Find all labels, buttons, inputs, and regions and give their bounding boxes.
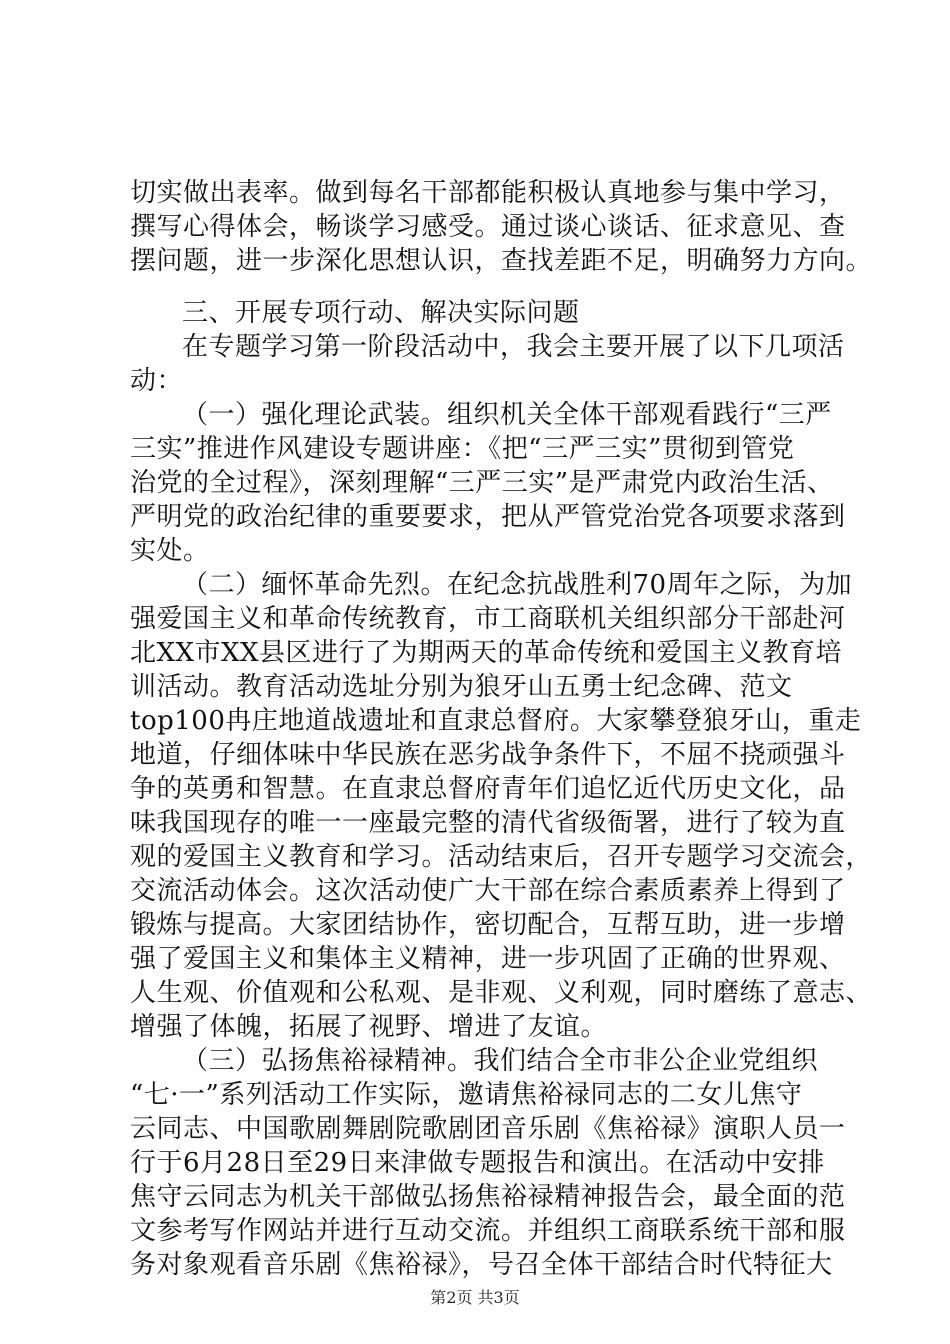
body-line-13: 强爱国主义和革命传统教育，市工商联机关组织部分干部赴河 <box>130 604 846 634</box>
body-line-16: top100冉庄地道战遗址和直隶总督府。大家攀登狼牙山，重走 <box>130 706 862 736</box>
body-line-3: 摆问题，进一步深化思想认识，查找差距不足，明确努力方向。 <box>130 246 873 276</box>
body-line-30: 焦守云同志为机关干部做弘扬焦裕禄精神报告会，最全面的范 <box>130 1182 846 1212</box>
body-line-20: 观的爱国主义教育和学习。活动结束后，召开专题学习交流会， <box>130 842 873 872</box>
body-line-6: 动： <box>130 366 184 396</box>
body-line-12: （二）缅怀革命先烈。在纪念抗战胜利70周年之际，为加 <box>182 570 853 600</box>
body-line-24: 人生观、价值观和公私观、是非观、义利观，同时磨练了意志、 <box>130 978 873 1008</box>
page-footer: 第2页 共3页 <box>430 1288 520 1307</box>
body-line-21: 交流活动体会。这次活动使广大干部在综合素质素养上得到了 <box>130 876 846 906</box>
body-line-11: 实处。 <box>130 536 210 566</box>
body-line-19: 味我国现存的唯一一座最完整的清代省级衙署，进行了较为直 <box>130 808 846 838</box>
body-line-18: 争的英勇和智慧。在直隶总督府青年们追忆近代历史文化，品 <box>130 774 846 804</box>
body-line-14: 北XX市XX县区进行了为期两天的革命传统和爱国主义教育培 <box>130 638 843 668</box>
body-line-2: 撰写心得体会，畅谈学习感受。通过谈心谈话、征求意见、查 <box>130 212 846 242</box>
body-line-15: 训活动。教育活动选址分别为狼牙山五勇士纪念碑、范文 <box>130 672 793 702</box>
body-line-10: 严明党的政治纪律的重要要求，把从严管党治党各项要求落到 <box>130 502 846 532</box>
body-line-23: 强了爱国主义和集体主义精神，进一步巩固了正确的世界观、 <box>130 944 846 974</box>
body-line-31: 文参考写作网站并进行互动交流。并组织工商联系统干部和服 <box>130 1216 846 1246</box>
body-line-9: 治党的全过程》，深刻理解“三严三实”是严肃党内政治生活、 <box>130 468 834 498</box>
body-line-27: “七·一”系列活动工作实际，邀请焦裕禄同志的二女儿焦守 <box>130 1080 803 1110</box>
body-line-7: （一）强化理论武装。组织机关全体干部观看践行“三严 <box>182 400 832 430</box>
section-heading: 三、开展专项行动、解决实际问题 <box>182 298 580 328</box>
body-line-26: （三）弘扬焦裕禄精神。我们结合全市非公企业党组织 <box>182 1046 819 1076</box>
body-line-25: 增强了体魄，拓展了视野、增进了友谊。 <box>130 1012 608 1042</box>
body-line-1: 切实做出表率。做到每名干部都能积极认真地参与集中学习， <box>130 178 846 208</box>
body-line-22: 锻炼与提高。大家团结协作，密切配合，互帮互助，进一步增 <box>130 910 846 940</box>
body-line-32: 务对象观看音乐剧《焦裕禄》，号召全体干部结合时代特征大 <box>130 1250 833 1280</box>
body-line-28: 云同志、中国歌剧舞剧院歌剧团音乐剧《焦裕禄》演职人员一 <box>130 1114 846 1144</box>
body-line-5: 在专题学习第一阶段活动中，我会主要开展了以下几项活 <box>182 332 845 362</box>
body-line-17: 地道，仔细体味中华民族在恶劣战争条件下，不屈不挠顽强斗 <box>130 740 846 770</box>
body-line-29: 行于6月28日至29日来津做专题报告和演出。在活动中安排 <box>130 1148 825 1178</box>
body-line-8: 三实”推进作风建设专题讲座：《把“三严三实”贯彻到管党 <box>130 434 795 464</box>
